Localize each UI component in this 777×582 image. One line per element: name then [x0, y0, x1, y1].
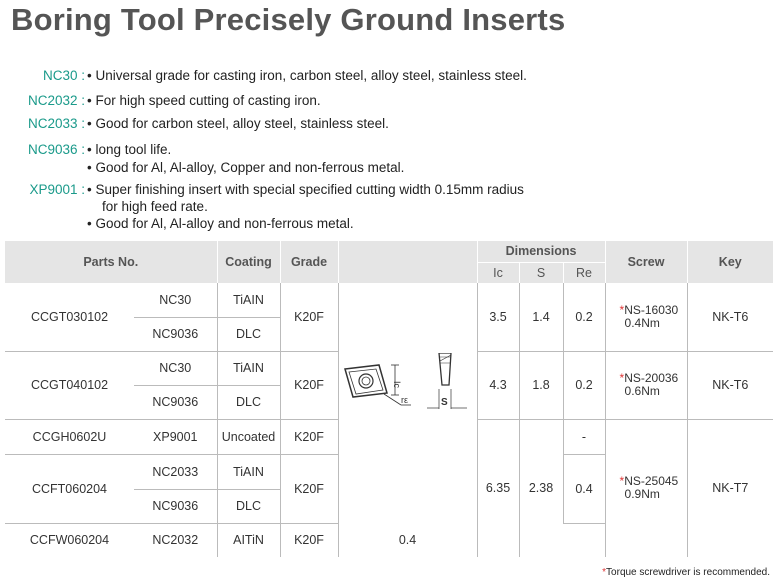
grade-description: • For high speed cutting of casting iron.: [87, 93, 321, 108]
grade-row-nc30: [0, 66, 700, 86]
header-dimensions: Dimensions: [477, 241, 605, 262]
coating-cell: TiAIN: [217, 351, 280, 385]
coating-cell: TiAIN: [217, 283, 280, 317]
re-cell: 0.2: [563, 351, 605, 419]
part-number: CCGH0602U: [5, 419, 134, 454]
header-ic: Ic: [477, 262, 519, 283]
part-number: CCGT030102: [5, 283, 134, 351]
key-cell: NK-T6: [687, 351, 773, 419]
torque-value: 0.6Nm: [624, 384, 660, 398]
grade-code: NC2032 :: [27, 93, 85, 108]
coating-cell: DLC: [217, 489, 280, 523]
grade-code-cell: NC2033: [134, 454, 217, 489]
grade-code: NC2033 :: [27, 116, 85, 131]
parts-table: [5, 241, 773, 557]
grade-row-nc9036-line2: [0, 158, 700, 178]
coating-cell: TiAIN: [217, 454, 280, 489]
grade-description: • Good for carbon steel, alloy steel, stainless steel.: [87, 116, 389, 131]
part-number: CCFT060204: [5, 454, 134, 523]
screw-hole-icon: [359, 374, 373, 388]
re-cell: 0.4: [338, 523, 477, 557]
grade-description: • long tool life.: [87, 142, 172, 157]
grade-code: NC30 :: [42, 68, 85, 83]
star-mark: *: [619, 474, 625, 489]
star-mark: *: [619, 302, 625, 317]
screw-cell: [605, 419, 687, 557]
label-s: S: [440, 397, 448, 408]
table-row: [5, 283, 773, 317]
grade-code-cell: NC9036: [134, 489, 217, 523]
insert-side-icon: [439, 353, 451, 385]
torque-value: 0.4Nm: [624, 315, 660, 330]
grade-cell: K20F: [280, 351, 338, 419]
header-re: Re: [563, 262, 605, 283]
grade-description: • Universal grade for casting iron, carbon steel, alloy steel, stainless steel.: [87, 68, 527, 83]
header-grade: Grade: [280, 241, 338, 283]
grade-code-cell: NC30: [134, 283, 217, 317]
s-cell: 1.8: [519, 351, 563, 419]
star-mark: *: [602, 567, 607, 578]
grade-description: • Good for Al, Al-alloy, Copper and non-ferrous metal.: [87, 160, 405, 175]
grade-description: for high feed rate.: [87, 199, 208, 214]
grade-code-cell: NC2032: [152, 533, 199, 548]
header-s: S: [519, 262, 563, 283]
header-screw: Screw: [605, 241, 687, 283]
screw-model: NS-25045: [624, 474, 679, 489]
grade-code-cell: NC30: [134, 351, 217, 385]
torque-value: 0.9Nm: [624, 487, 660, 502]
coating-cell: DLC: [217, 317, 280, 351]
insert-drawing: [338, 283, 477, 523]
label-ic: Ic: [391, 381, 402, 389]
grade-row-nc2032: [0, 91, 700, 111]
label-re: rε: [400, 395, 408, 405]
screw-cell: [605, 351, 687, 419]
part-number: CCFW060204: [29, 533, 110, 548]
footnote: [602, 567, 770, 578]
key-cell: NK-T7: [687, 419, 773, 557]
ic-cell: 6.35: [477, 419, 519, 557]
header-key: Key: [687, 241, 773, 283]
header-parts-no: Parts No.: [5, 241, 217, 283]
grade-code-cell: NC9036: [134, 385, 217, 419]
header-drawing-blank: [338, 241, 477, 283]
coating-cell: Uncoated: [217, 419, 280, 454]
header-coating: Coating: [217, 241, 280, 283]
grade-code-cell: XP9001: [134, 419, 217, 454]
grade-row-nc2033: [0, 114, 700, 134]
re-cell: 0.4: [563, 454, 605, 523]
ic-cell: 3.5: [477, 283, 519, 351]
page-title: Boring Tool Precisely Ground Inserts: [11, 2, 566, 37]
screw-cell: [605, 283, 687, 351]
coating-cell: AITiN: [217, 523, 280, 557]
grade-cell: K20F: [280, 454, 338, 523]
screw-model: NS-20036: [624, 371, 679, 385]
insert-drawing-svg: [339, 353, 478, 453]
grade-cell: K20F: [280, 523, 338, 557]
s-cell: 2.38: [519, 419, 563, 557]
grade-cell: K20F: [280, 283, 338, 351]
grade-description: • Good for Al, Al-alloy and non-ferrous metal.: [87, 216, 354, 231]
grade-row-xp9001-line3: [0, 214, 700, 234]
grade-cell: K20F: [280, 419, 338, 454]
star-mark: *: [619, 371, 625, 385]
grade-description: • Super finishing insert with special specified cutting width 0.15mm radius: [87, 182, 524, 197]
ic-cell: 4.3: [477, 351, 519, 419]
s-cell: 1.4: [519, 283, 563, 351]
screw-model: NS-16030: [624, 302, 679, 317]
footnote-text: Torque screwdriver is recommended.: [606, 567, 770, 578]
re-cell: 0.2: [563, 283, 605, 351]
grade-code: XP9001 :: [29, 182, 85, 197]
key-cell: NK-T6: [687, 283, 773, 351]
grade-row-nc9036: [0, 140, 700, 160]
coating-cell: DLC: [217, 385, 280, 419]
grade-code: NC9036 :: [27, 142, 85, 157]
part-number: CCGT040102: [5, 351, 134, 419]
grade-code-cell: NC9036: [134, 317, 217, 351]
re-cell: -: [563, 419, 605, 454]
